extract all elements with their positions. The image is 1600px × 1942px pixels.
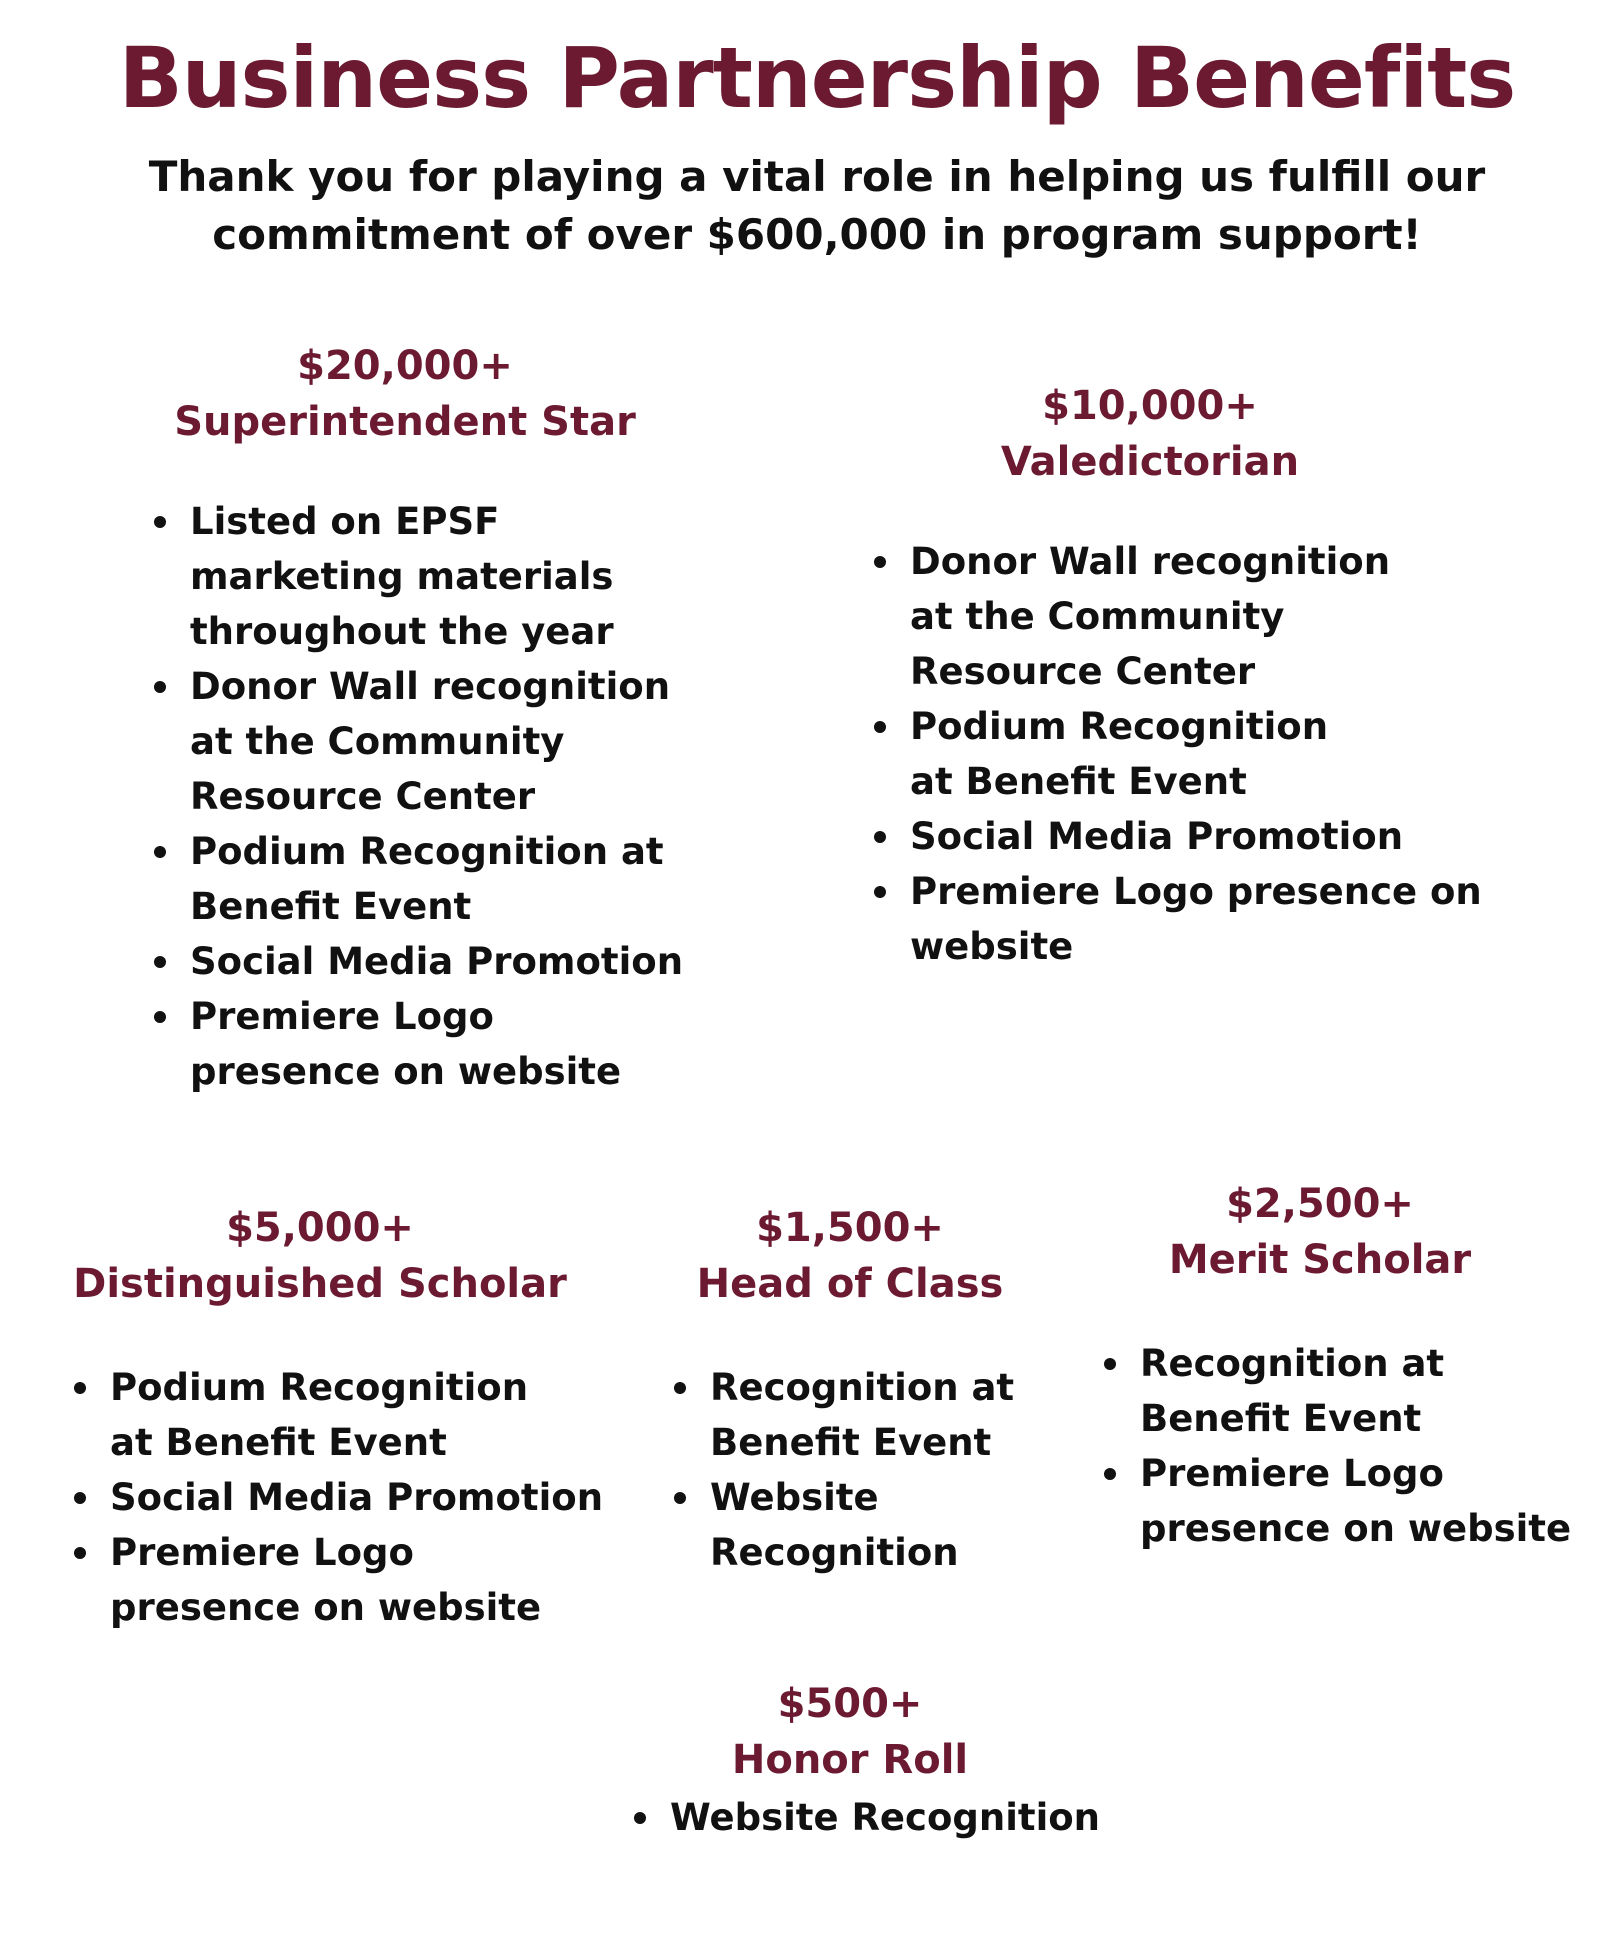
tier-amount: $10,000+ [1042, 383, 1258, 429]
tier-amount: $20,000+ [297, 343, 513, 389]
tier-amount: $2,500+ [1226, 1181, 1414, 1227]
tier-head-of-class [660, 1200, 1060, 1580]
benefit-list [630, 1790, 1120, 1845]
tier-name: Distinguished Scholar [73, 1261, 567, 1307]
benefit-item: Podium Recognition at Benefit Event [150, 824, 670, 934]
thank-you-line-1: Thank you for playing a vital role in helping us fulfill our [148, 152, 1486, 201]
tier-name: Valedictorian [1000, 439, 1300, 485]
tier-heading [60, 1200, 580, 1312]
tier-heading [660, 1200, 1040, 1312]
bullet-icon [874, 721, 886, 733]
benefit-item: Podium Recognition at Benefit Event [870, 699, 1380, 809]
benefit-item: Podium Recognition at Benefit Event [70, 1360, 570, 1470]
tier-name: Merit Scholar [1168, 1237, 1472, 1283]
tier-superintendent-star [140, 338, 700, 1099]
bullet-icon [154, 1011, 166, 1023]
bullet-icon [74, 1382, 86, 1394]
benefit-list [670, 1360, 1060, 1580]
tier-amount: $5,000+ [226, 1205, 414, 1251]
benefit-item: Donor Wall recognition at the Community Resource Center [870, 534, 1410, 699]
benefit-item: Premiere Logo presence on website [150, 989, 670, 1099]
benefit-item: Website Recognition [670, 1470, 1010, 1580]
benefit-list [70, 1360, 620, 1635]
tier-merit-scholar [1100, 1176, 1572, 1556]
tier-heading [1100, 1176, 1540, 1288]
benefit-item: Donor Wall recognition at the Community Resource Center [150, 659, 680, 824]
bullet-icon [874, 556, 886, 568]
tier-valedictorian [870, 378, 1482, 974]
bullet-icon [674, 1382, 686, 1394]
benefit-item: Premiere Logo presence on website [70, 1525, 610, 1635]
tier-name: Honor Roll [731, 1737, 969, 1783]
bullet-icon [74, 1547, 86, 1559]
benefit-list [1100, 1336, 1572, 1556]
benefit-item: Social Media Promotion [870, 809, 1470, 864]
bullet-icon [154, 956, 166, 968]
benefit-item: Recognition at Benefit Event [670, 1360, 1050, 1470]
bullet-icon [154, 681, 166, 693]
tier-name: Head of Class [696, 1261, 1004, 1307]
tier-name: Superintendent Star [174, 399, 636, 445]
bullet-icon [154, 846, 166, 858]
benefit-item: Social Media Promotion [70, 1470, 620, 1525]
tier-honor-roll [600, 1676, 1120, 1845]
benefit-item: Premiere Logo presence on website [1100, 1446, 1590, 1556]
bullet-icon [154, 516, 166, 528]
tier-amount: $1,500+ [756, 1205, 944, 1251]
tier-heading [140, 338, 670, 450]
benefit-item: Website Recognition [630, 1790, 1120, 1845]
tier-heading [600, 1676, 1100, 1788]
benefit-list [150, 494, 710, 1099]
thank-you-line-2: commitment of over $600,000 in program support! [212, 210, 1422, 259]
bullet-icon [674, 1492, 686, 1504]
bullet-icon [874, 886, 886, 898]
benefit-item: Listed on EPSF marketing materials throughout the year [150, 494, 660, 659]
benefit-item: Social Media Promotion [150, 934, 710, 989]
bullet-icon [74, 1492, 86, 1504]
benefit-item: Premiere Logo presence on website [870, 864, 1490, 974]
tier-distinguished-scholar [60, 1200, 620, 1635]
benefit-list [870, 534, 1482, 974]
tier-amount: $500+ [777, 1681, 923, 1727]
thank-you-message [0, 148, 1600, 264]
bullet-icon [1104, 1468, 1116, 1480]
page-title: Business Partnership Benefits [118, 29, 1516, 127]
tier-heading [870, 378, 1430, 490]
bullet-icon [874, 831, 886, 843]
benefit-item: Recognition at Benefit Event [1100, 1336, 1470, 1446]
bullet-icon [634, 1812, 646, 1824]
bullet-icon [1104, 1358, 1116, 1370]
